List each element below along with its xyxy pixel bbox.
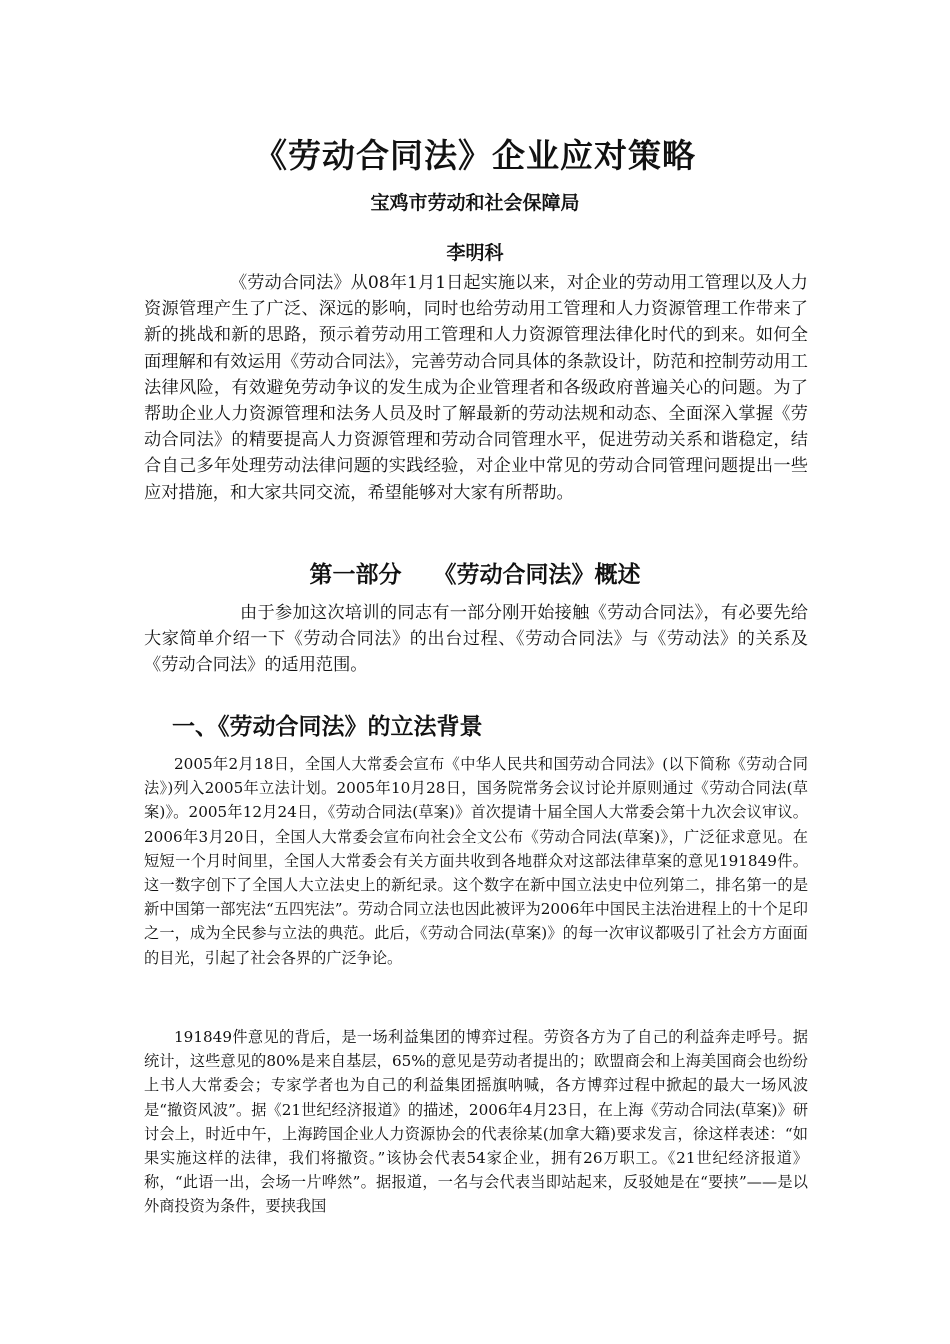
section1-paragraph-2: 191849件意见的背后，是一场利益集团的博弈过程。劳资各方为了自己的利益奔走呼号。据统计，这些意见的80%是来自基层，65%的意见是劳动者提出的；欧盟商会和上海美国商会也纷纷上书人大常委会；专家学者也为自己的利益集团摇旗呐喊，各方博弈过程中掀起的最大一场风波是“撤资风波”。据《21世纪经济报道》的描述，2006年4月23日，在上海《劳动合同法(草案)》研讨会上，时近中午，上海跨国企业人力资源协会的代表徐某(加拿大籍)要求发言，徐这样表述：“如果实施这样的法律，我们将撤资。”该协会代表54家企业，拥有26万职工。《21世纪经济报道》称，“此语一出，会场一片哗然”。据报道，一名与会代表当即站起来，反驳她是在“要挟”——是以外商投资为条件，要挟我国 [144, 1028, 809, 1216]
organization-name: 宝鸡市劳动和社会保障局 [370, 192, 580, 214]
section1-paragraph-1: 2005年2月18日，全国人大常委会宣布《中华人民共和国劳动合同法》(以下简称《劳动合同法》)列入2005年立法计划。2005年10月28日，国务院常务会议讨论并原则通过《劳动合同法(草案)》。2005年12月24日，《劳动合同法(草案)》首次提请十届全国人大常委会第十九次会议审议。2006年3月20日，全国人大常委会宣布向社会全文公布《劳动合同法(草案)》，广泛征求意见。在短短一个月时间里，全国人大常委会有关方面共收到各地群众对这部法律草案的意见191849件。这一数字创下了全国人大立法史上的新纪录。这个数字在新中国立法史中位列第二，排名第一的是新中国第一部宪法“五四宪法”。劳动合同立法也因此被评为2006年中国民主法治进程上的十个足印之一，成为全民参与立法的典范。此后，《劳动合同法(草案)》的每一次审议都吸引了社会方方面面的目光，引起了社会各界的广泛争论。 [144, 755, 808, 967]
section1-heading: 一、《劳动合同法》的立法背景 [172, 714, 483, 740]
document-title: 《劳动合同法》企业应对策略 [254, 136, 696, 175]
intro-paragraph: 《劳动合同法》从08年1月1日起实施以来，对企业的劳动用工管理以及人力资源管理产生了广泛、深远的影响，同时也给劳动用工管理和人力资源管理工作带来了新的挑战和新的思路，预示着劳动用工管理和人力资源管理法律化时代的到来。如何全面理解和有效运用《劳动合同法》，完善劳动合同具体的条款设计，防范和控制劳动用工法律风险，有效避免劳动争议的发生成为企业管理者和各级政府普遍关心的问题。为了帮助企业人力资源管理和法务人员及时了解最新的劳动法规和动态、全面深入掌握《劳动合同法》的精要提高人力资源管理和劳动合同管理水平，促进劳动关系和谐稳定，结合自己多年处理劳动法律问题的实践经验，对企业中常见的劳动合同管理问题提出一些应对措施，和大家共同交流，希望能够对大家有所帮助。 [144, 273, 808, 503]
part1-intro-paragraph: 由于参加这次培训的同志有一部分刚开始接触《劳动合同法》，有必要先给大家简单介绍一下《劳动合同法》的出台过程、《劳动合同法》与《劳动法》的关系及《劳动合同法》的适用范围。 [144, 603, 808, 676]
author-name: 李明科 [446, 242, 504, 264]
part1-heading: 第一部分 《劳动合同法》概述 [309, 562, 641, 588]
